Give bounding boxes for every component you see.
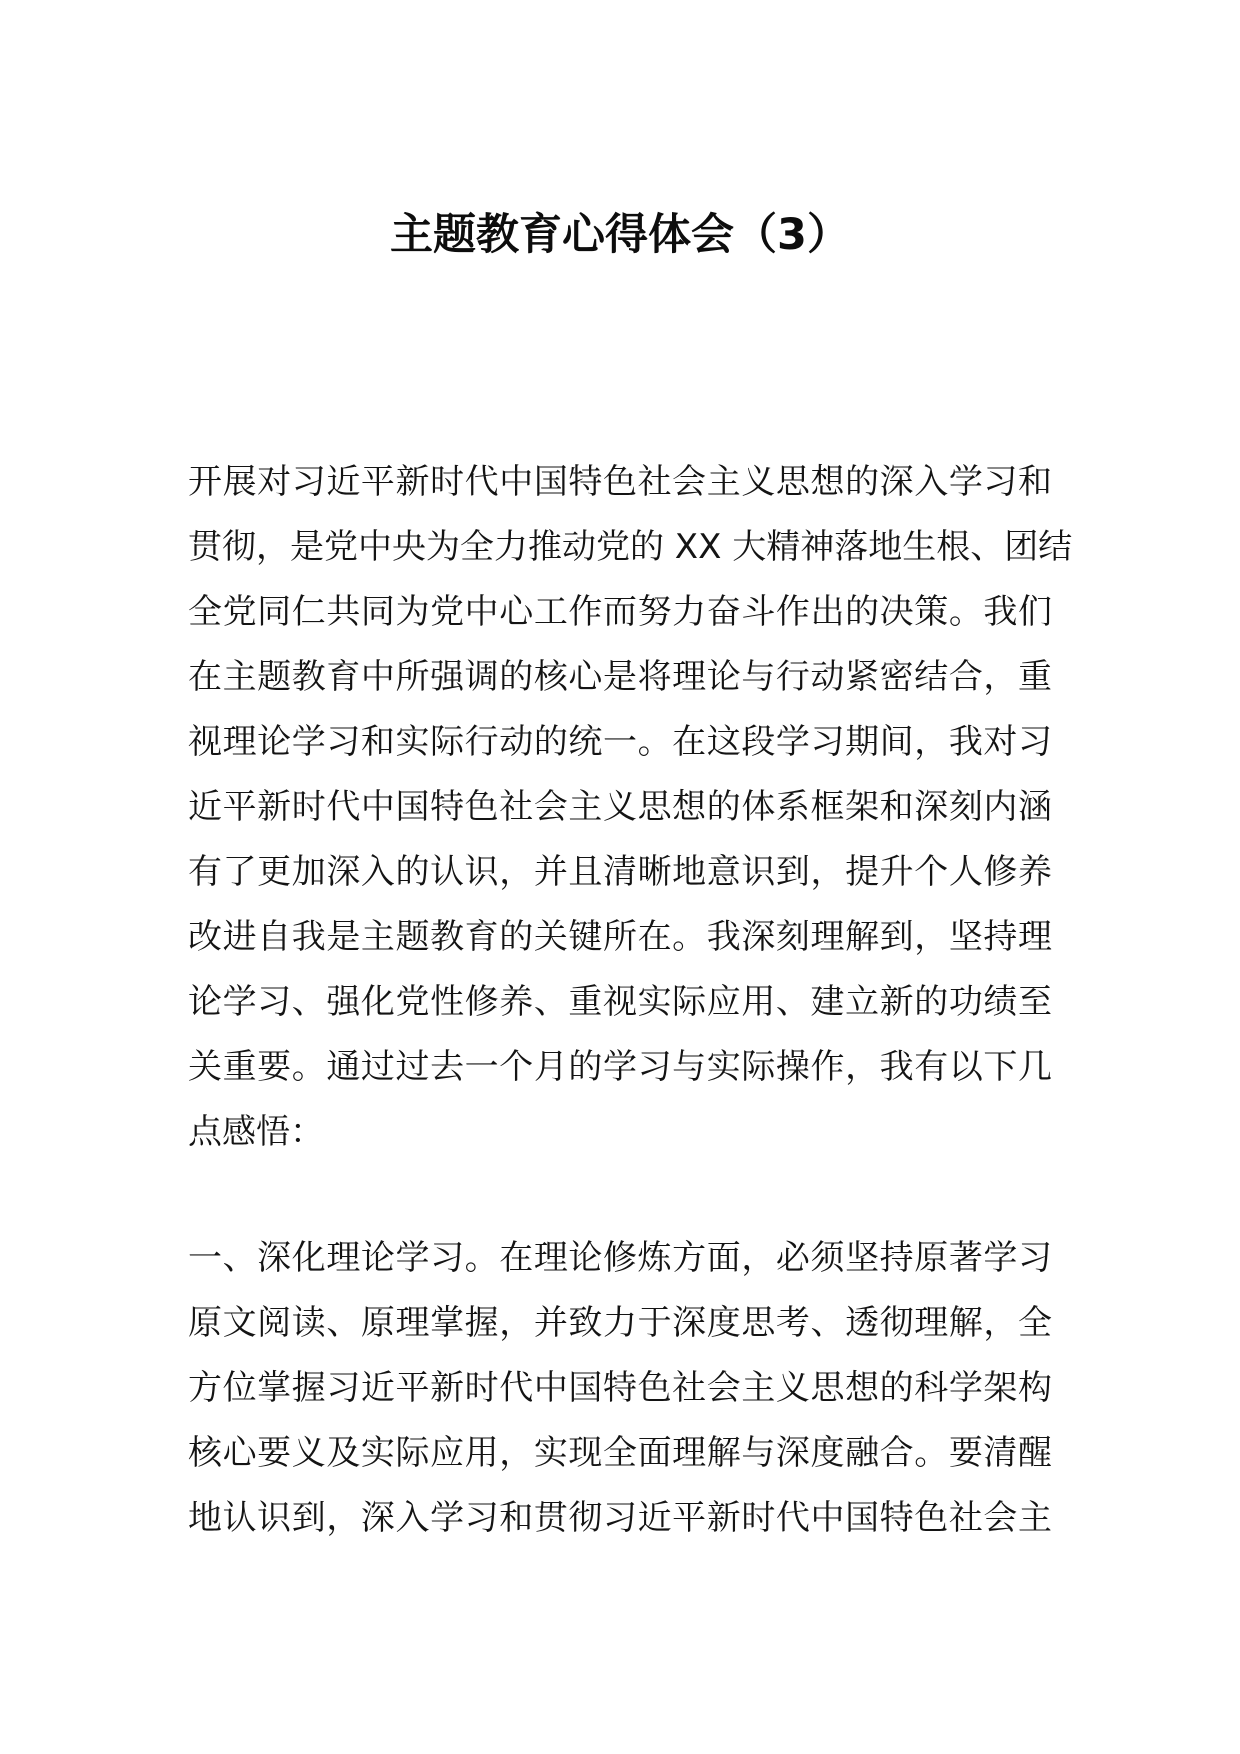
paragraph-line: 近平新时代中国特色社会主义思想的体系框架和深刻内涵 xyxy=(188,787,1052,827)
paragraph-line: 核心要义及实际应用，实现全面理解与深度融合。要清醒 xyxy=(188,1433,1052,1473)
paragraph-line: 有了更加深入的认识，并且清晰地意识到，提升个人修养 xyxy=(188,852,1052,892)
paragraph-line: 视理论学习和实际行动的统一。在这段学习期间，我对习 xyxy=(188,722,1052,762)
document-title: 主题教育心得体会（3） xyxy=(390,210,850,260)
paragraph-line: 全党同仁共同为党中心工作而努力奋斗作出的决策。我们 xyxy=(188,592,1052,632)
paragraph-line: 贯彻，是党中央为全力推动党的 XX 大精神落地生根、团结 xyxy=(188,527,1073,567)
paragraph-line: 点感悟： xyxy=(188,1112,324,1152)
paragraph-line: 方位掌握习近平新时代中国特色社会主义思想的科学架构 xyxy=(188,1368,1052,1408)
paragraph-line: 开展对习近平新时代中国特色社会主义思想的深入学习和 xyxy=(188,462,1052,502)
paragraph-line: 原文阅读、原理掌握，并致力于深度思考、透彻理解，全 xyxy=(188,1303,1052,1343)
paragraph-line: 关重要。通过过去一个月的学习与实际操作，我有以下几 xyxy=(188,1047,1052,1087)
document-body xyxy=(188,450,1073,1551)
paragraph-line: 改进自我是主题教育的关键所在。我深刻理解到，坚持理 xyxy=(188,917,1052,957)
body-paragraph-intro xyxy=(188,450,1073,1165)
paragraph-line: 一、深化理论学习。在理论修炼方面，必须坚持原著学习 xyxy=(188,1238,1052,1278)
paragraph-line: 论学习、强化党性修养、重视实际应用、建立新的功绩至 xyxy=(188,982,1052,1022)
paragraph-line: 在主题教育中所强调的核心是将理论与行动紧密结合，重 xyxy=(188,657,1052,697)
paragraph-line: 地认识到，深入学习和贯彻习近平新时代中国特色社会主 xyxy=(188,1498,1052,1538)
body-paragraph-section-one xyxy=(188,1226,1052,1551)
